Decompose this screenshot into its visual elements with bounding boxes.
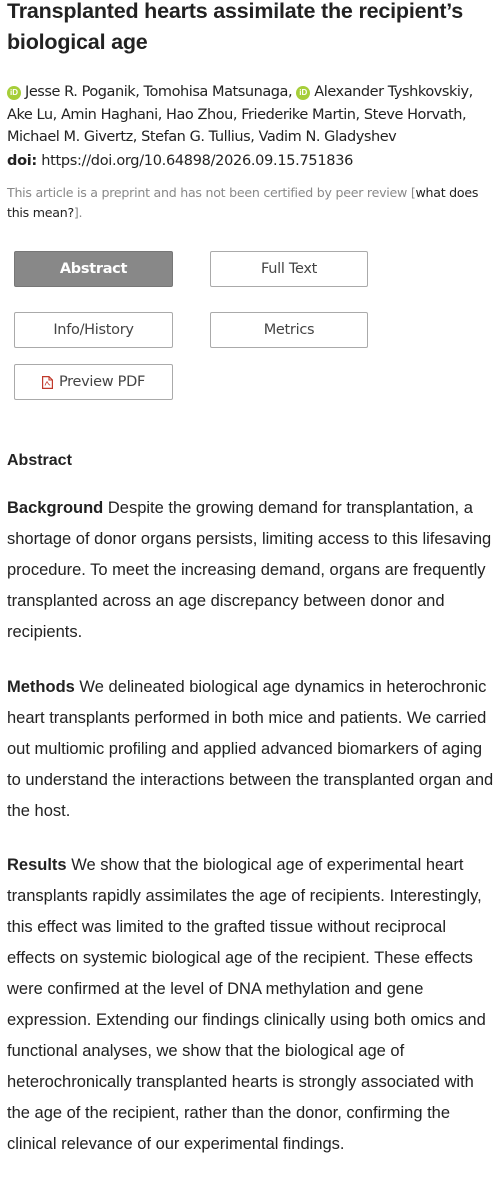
tab-abstract[interactable] [14, 251, 173, 287]
results-text: We show that the biological age of experimental heart transplants rapidly assimilates the age of recipients. Interestingly, this effect was limited to the grafted tissue without reciprocal effects on systemic biological age of the recipient. These effects were confirmed at the level of DNA methylation and gene expression. Extending our findings clinically using both omics and functional analyses, we show that the biological age of heterochronically transplanted hearts is strongly associated with the age of the recipient, rather than the donor, confirming the clinical relevance of our experimental findings. [7, 856, 486, 1153]
doi-link[interactable]: https://doi.org/10.64898/2026.09.15.751836 [41, 153, 354, 169]
article-title: Transplanted hearts assimilate the recipient’s biological age [7, 0, 464, 54]
abstract-background [7, 493, 495, 648]
tab-info-history-label: Info/History [53, 322, 134, 338]
preview-pdf-label: Preview PDF [58, 374, 145, 390]
authors-part-2: Alexander Tyshkovskiy, Ake Lu, Amin Haghani, Hao Zhou, Friederike Martin, Steve Horvath, Michael M. Givertz, Stefan G. Tullius, Vadim N. Gladyshev [7, 84, 473, 145]
tab-full-text-label: Full Text [260, 261, 318, 277]
preprint-notice-text: This article is a preprint and has not been certified by peer review [ [7, 185, 416, 200]
doi-line [7, 150, 497, 172]
preview-pdf-button[interactable] [14, 364, 173, 400]
orcid-icon[interactable]: iD [7, 86, 21, 100]
tab-metrics[interactable] [210, 312, 368, 348]
tab-abstract-label: Abstract [59, 261, 128, 277]
tab-full-text[interactable] [210, 251, 368, 287]
abstract-heading: Abstract [7, 452, 72, 469]
background-text: Despite the growing demand for transplantation, a shortage of donor organs persists, limiting access to this lifesaving procedure. To meet the increasing demand, organs are frequently transplanted across an age discrepancy between donor and recipients. [7, 499, 492, 641]
results-label: Results [7, 856, 67, 874]
background-label: Background [7, 499, 104, 517]
methods-text: We delineated biological age dynamics in heterochronic heart transplants performed in both mice and patients. We carried out multiomic profiling and applied advanced biomarkers of aging to understand the interactions between the transplanted organ and the host. [7, 678, 494, 820]
methods-label: Methods [7, 678, 75, 696]
orcid-icon[interactable]: iD [296, 86, 310, 100]
tab-metrics-label: Metrics [263, 322, 315, 338]
authors-part-1: Jesse R. Poganik, Tomohisa Matsunaga, [25, 84, 293, 100]
author-list [7, 81, 497, 149]
preprint-notice [7, 183, 497, 223]
abstract-results [7, 850, 495, 1160]
what-does-this-mean-link[interactable]: what does this mean? [7, 185, 479, 220]
tab-info-history[interactable] [14, 312, 173, 348]
pdf-file-icon [42, 376, 53, 389]
abstract-methods [7, 672, 495, 827]
preprint-notice-end: ]. [73, 205, 83, 220]
doi-label: doi: [7, 153, 37, 169]
